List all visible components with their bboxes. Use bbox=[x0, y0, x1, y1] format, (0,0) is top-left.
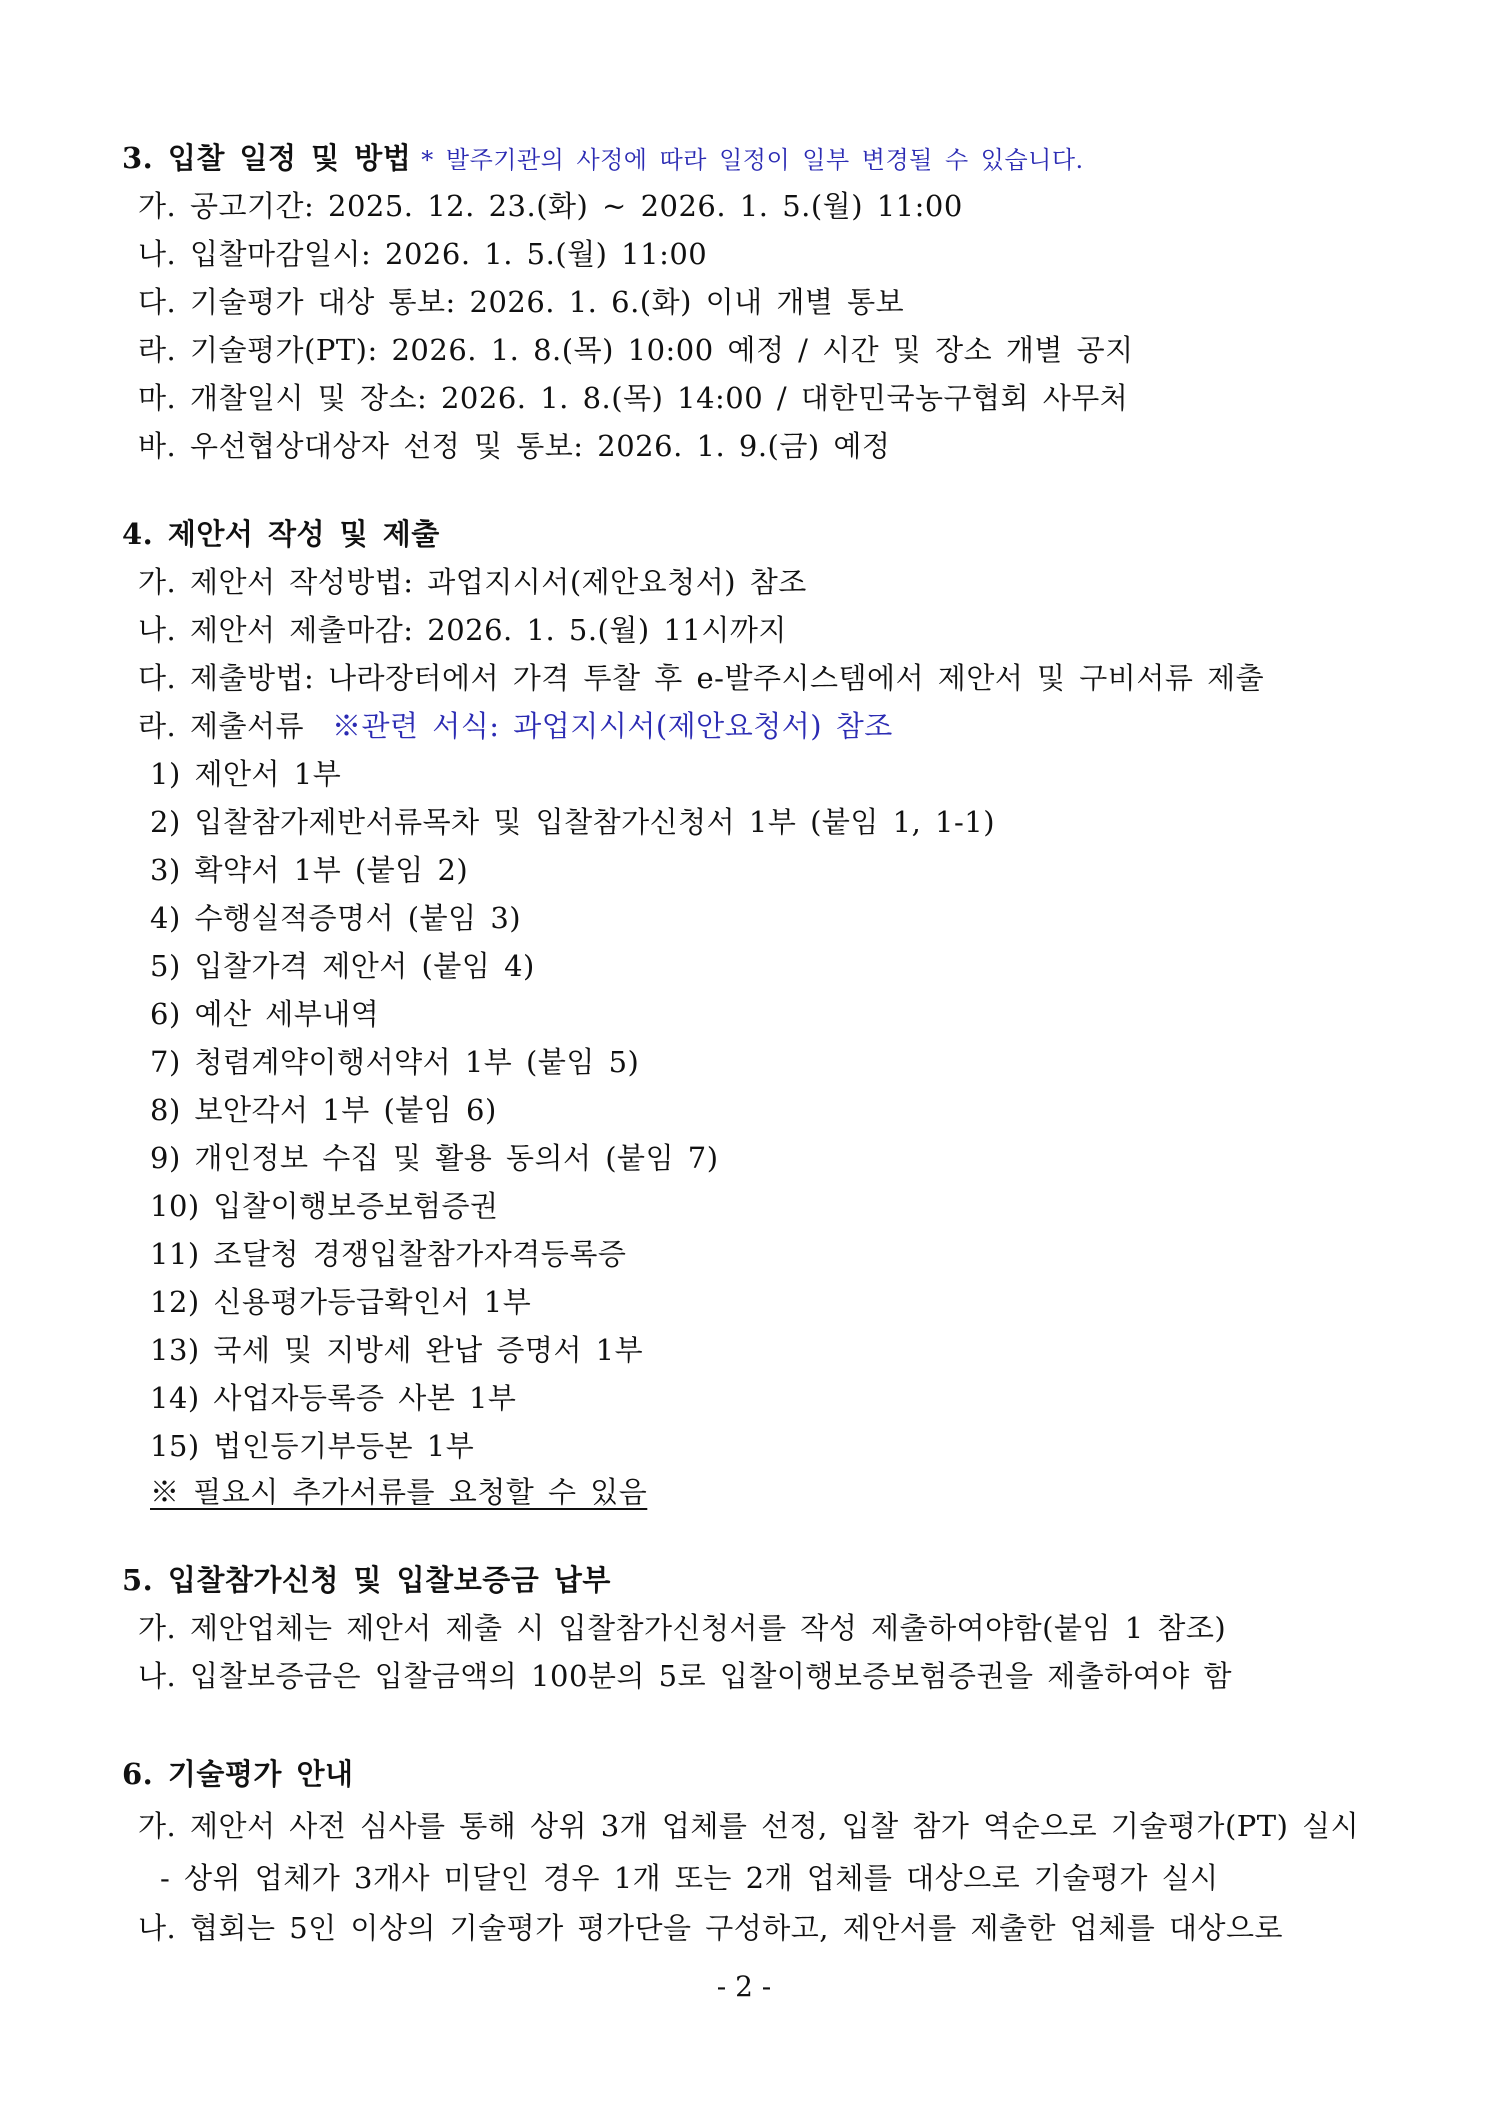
doc-list-item: 11) 조달청 경쟁입찰참가자격등록증 bbox=[150, 1237, 627, 1271]
section-3-item: 바. 우선협상대상자 선정 및 통보: 2026. 1. 9.(금) 예정 bbox=[138, 429, 891, 463]
doc-list-item: 7) 청렴계약이행서약서 1부 (붙임 5) bbox=[150, 1045, 640, 1079]
section-3-note: * 발주기관의 사정에 따라 일정이 일부 변경될 수 있습니다. bbox=[421, 146, 1084, 174]
section-6-item-a-sub: - 상위 업체가 3개사 미달인 경우 1개 또는 2개 업체를 대상으로 기술평가 실시 bbox=[160, 1861, 1219, 1895]
section-3-item: 가. 공고기간: 2025. 12. 23.(화) ~ 2026. 1. 5.(월) 11:00 bbox=[138, 189, 963, 223]
doc-list-item: 2) 입찰참가제반서류목차 및 입찰참가신청서 1부 (붙임 1, 1-1) bbox=[150, 805, 996, 839]
section-4-item: 나. 제안서 제출마감: 2026. 1. 5.(월) 11시까지 bbox=[138, 613, 787, 647]
section-4-title: 4. 제안서 작성 및 제출 bbox=[122, 517, 440, 551]
section-5-title: 5. 입찰참가신청 및 입찰보증금 납부 bbox=[122, 1563, 611, 1597]
section-4-item: 다. 제출방법: 나라장터에서 가격 투찰 후 e-발주시스템에서 제안서 및 구비서류 제출 bbox=[138, 661, 1265, 695]
section-3-item: 라. 기술평가(PT): 2026. 1. 8.(목) 10:00 예정 / 시간 및 장소 개별 공지 bbox=[138, 333, 1134, 367]
page-number: - 2 - bbox=[716, 1970, 772, 2003]
section-6-item-a: 가. 제안서 사전 심사를 통해 상위 3개 업체를 선정, 입찰 참가 역순으로 기술평가(PT) 실시 bbox=[138, 1809, 1360, 1843]
section-5-item: 가. 제안업체는 제안서 제출 시 입찰참가신청서를 작성 제출하여야함(붙임 1 참조) bbox=[138, 1611, 1227, 1645]
section-3-heading bbox=[122, 140, 1084, 178]
doc-list-item: 4) 수행실적증명서 (붙임 3) bbox=[150, 901, 522, 935]
section-3-item: 다. 기술평가 대상 통보: 2026. 1. 6.(화) 이내 개별 통보 bbox=[138, 285, 905, 319]
doc-list-item: 9) 개인정보 수집 및 활용 동의서 (붙임 7) bbox=[150, 1141, 719, 1175]
section-4-docs-heading bbox=[138, 708, 893, 744]
doc-list-item: 3) 확약서 1부 (붙임 2) bbox=[150, 853, 469, 887]
doc-list-item: 8) 보안각서 1부 (붙임 6) bbox=[150, 1093, 497, 1127]
section-3-item: 마. 개찰일시 및 장소: 2026. 1. 8.(목) 14:00 / 대한민국농구협회 사무처 bbox=[138, 381, 1129, 415]
doc-list-item: 1) 제안서 1부 bbox=[150, 757, 342, 791]
doc-list-item: 5) 입찰가격 제안서 (붙임 4) bbox=[150, 949, 535, 983]
section-3-item: 나. 입찰마감일시: 2026. 1. 5.(월) 11:00 bbox=[138, 237, 708, 271]
section-4-docs-note: ※관련 서식: 과업지시서(제안요청서) 참조 bbox=[332, 709, 893, 743]
section-5-item: 나. 입찰보증금은 입찰금액의 100분의 5로 입찰이행보증보험증권을 제출하여야 함 bbox=[138, 1659, 1232, 1693]
section-4-footnote: ※ 필요시 추가서류를 요청할 수 있음 bbox=[150, 1475, 648, 1509]
doc-list-item: 12) 신용평가등급확인서 1부 bbox=[150, 1285, 532, 1319]
section-3-title: 3. 입찰 일정 및 방법 bbox=[122, 141, 412, 175]
doc-list-item: 14) 사업자등록증 사본 1부 bbox=[150, 1381, 517, 1415]
section-4-docs-label: 라. 제출서류 bbox=[138, 709, 305, 743]
section-6-item-b: 나. 협회는 5인 이상의 기술평가 평가단을 구성하고, 제안서를 제출한 업체를 대상으로 bbox=[138, 1911, 1284, 1945]
section-4-item: 가. 제안서 작성방법: 과업지시서(제안요청서) 참조 bbox=[138, 565, 807, 599]
doc-list-item: 13) 국세 및 지방세 완납 증명서 1부 bbox=[150, 1333, 644, 1367]
doc-list-item: 10) 입찰이행보증보험증권 bbox=[150, 1189, 499, 1223]
section-6-title: 6. 기술평가 안내 bbox=[122, 1757, 354, 1791]
doc-list-item: 15) 법인등기부등본 1부 bbox=[150, 1429, 475, 1463]
doc-list-item: 6) 예산 세부내역 bbox=[150, 997, 380, 1031]
